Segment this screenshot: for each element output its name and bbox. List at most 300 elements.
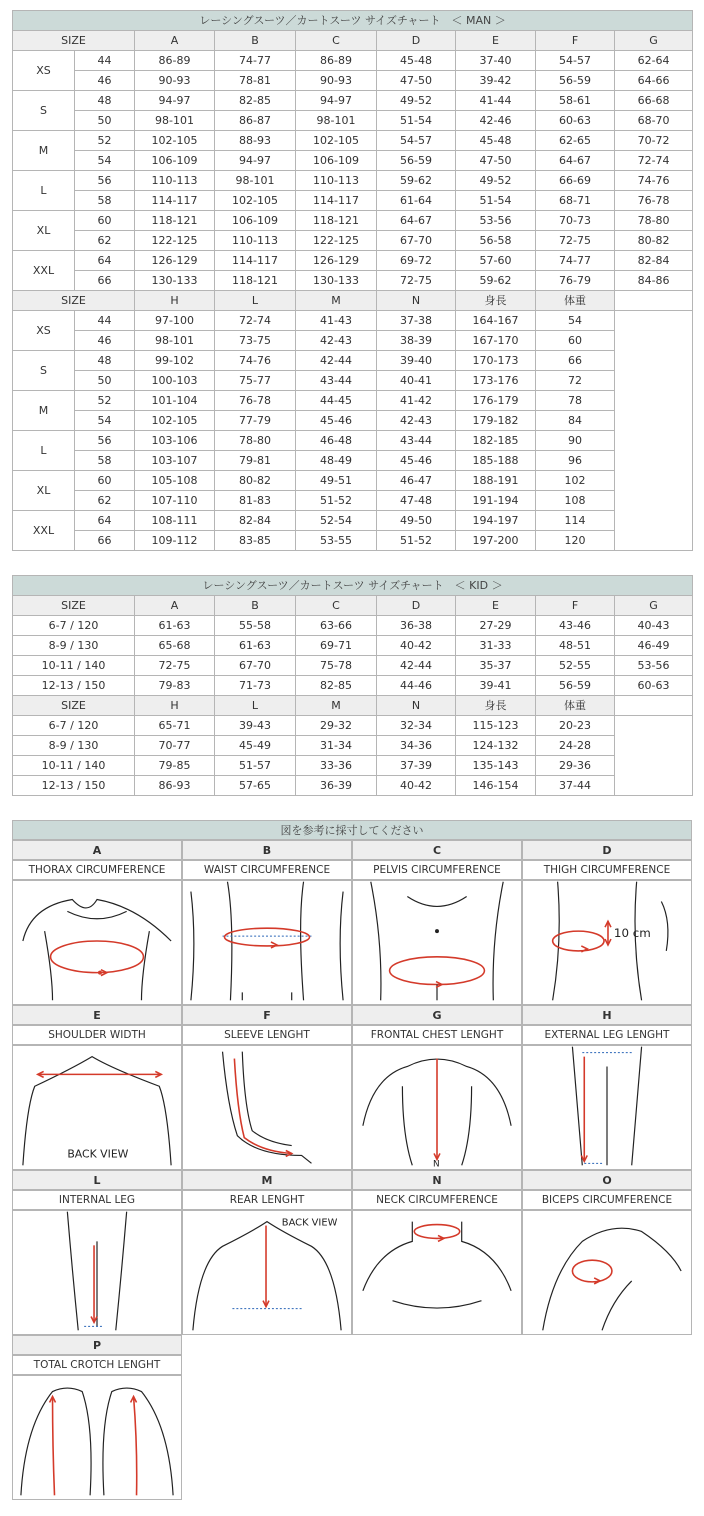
- table-cell: 29-32: [296, 716, 377, 736]
- table-row: [13, 71, 693, 91]
- table-cell: 115-123: [456, 716, 536, 736]
- table-cell: 33-36: [296, 756, 377, 776]
- table-cell: 185-188: [456, 451, 536, 471]
- measure-label: SLEEVE LENGHT: [182, 1025, 352, 1045]
- measure-label: SHOULDER WIDTH: [12, 1025, 182, 1045]
- table-cell: 63-66: [296, 616, 377, 636]
- column-header: 体重: [536, 291, 615, 311]
- table-cell: 75-77: [215, 371, 296, 391]
- table-cell: 75-78: [296, 656, 377, 676]
- measure-label: NECK CIRCUMFERENCE: [352, 1190, 522, 1210]
- table-cell: 42-43: [296, 331, 377, 351]
- table-cell: 10-11 / 140: [13, 756, 135, 776]
- table-row: [13, 431, 693, 451]
- table-cell: 39-42: [456, 71, 536, 91]
- table-cell: 53-56: [456, 211, 536, 231]
- table-cell: 79-85: [135, 756, 215, 776]
- table-cell: 61-64: [377, 191, 456, 211]
- table-cell: 102-105: [215, 191, 296, 211]
- table-row: [13, 491, 693, 511]
- measure-label: PELVIS CIRCUMFERENCE: [352, 860, 522, 880]
- table-cell: 82-85: [296, 676, 377, 696]
- table-cell: 27-29: [456, 616, 536, 636]
- table-cell: 98-101: [135, 111, 215, 131]
- table-cell: 114-117: [215, 251, 296, 271]
- table-cell: 8-9 / 130: [13, 636, 135, 656]
- table-cell: 103-107: [135, 451, 215, 471]
- table-cell: 66: [536, 351, 615, 371]
- table-cell: 8-9 / 130: [13, 736, 135, 756]
- table-cell: 101-104: [135, 391, 215, 411]
- column-header: C: [296, 31, 377, 51]
- measure-letter: G: [352, 1005, 522, 1025]
- table-cell: 102: [536, 471, 615, 491]
- column-header: SIZE: [13, 31, 135, 51]
- column-header: G: [615, 31, 693, 51]
- table-cell: 130-133: [296, 271, 377, 291]
- table-cell: 120: [536, 531, 615, 551]
- table-cell: 107-110: [135, 491, 215, 511]
- table-cell: 24-28: [536, 736, 615, 756]
- table-cell: 54-57: [377, 131, 456, 151]
- measure-label: BICEPS CIRCUMFERENCE: [522, 1190, 692, 1210]
- table-cell: 6-7 / 120: [13, 616, 135, 636]
- table-row: [13, 511, 693, 531]
- table-row: [13, 471, 693, 491]
- table-cell: 96: [536, 451, 615, 471]
- measure-letter: P: [12, 1335, 182, 1355]
- table-cell: 170-173: [456, 351, 536, 371]
- column-header: A: [135, 596, 215, 616]
- table-cell: 36-38: [377, 616, 456, 636]
- table-cell: 68-70: [615, 111, 693, 131]
- table-cell: 118-121: [296, 211, 377, 231]
- external-leg-length-icon: [522, 1045, 692, 1170]
- table-cell: 102-105: [296, 131, 377, 151]
- table-cell: 126-129: [296, 251, 377, 271]
- table-cell: 66: [75, 271, 135, 291]
- table-cell: 48-49: [296, 451, 377, 471]
- internal-leg-icon: [12, 1210, 182, 1335]
- table-cell: 72-75: [536, 231, 615, 251]
- table-cell: 72: [536, 371, 615, 391]
- table-cell: 35-37: [456, 656, 536, 676]
- table-cell: 56: [75, 431, 135, 451]
- table-cell: 86-89: [296, 51, 377, 71]
- header-row: [13, 291, 693, 311]
- table-row: [13, 616, 693, 636]
- table-cell: 90-93: [135, 71, 215, 91]
- table-cell: 122-125: [135, 231, 215, 251]
- table-cell: 46-48: [296, 431, 377, 451]
- table-cell: 130-133: [135, 271, 215, 291]
- table-cell: 57-65: [215, 776, 296, 796]
- table-cell: 54: [75, 411, 135, 431]
- table-cell: 82-84: [615, 251, 693, 271]
- table-row: [13, 656, 693, 676]
- table-cell: 49-50: [377, 511, 456, 531]
- table-cell: 110-113: [135, 171, 215, 191]
- table-cell: 49-52: [377, 91, 456, 111]
- column-header: SIZE: [13, 291, 135, 311]
- table-cell: 99-102: [135, 351, 215, 371]
- table-cell: 46-49: [615, 636, 693, 656]
- table-row: [13, 311, 693, 331]
- table-cell: 70-73: [536, 211, 615, 231]
- table-cell: 56: [75, 171, 135, 191]
- man-size-chart: [12, 10, 693, 551]
- table-cell: 86-89: [135, 51, 215, 71]
- empty-cell: [615, 716, 693, 796]
- table-cell: 62: [75, 491, 135, 511]
- table-cell: 62: [75, 231, 135, 251]
- measure-label: FRONTAL CHEST LENGHT: [352, 1025, 522, 1045]
- table-row: [13, 716, 693, 736]
- table-cell: 60-63: [615, 676, 693, 696]
- chart-title-row: [13, 576, 693, 596]
- measure-letter: O: [522, 1170, 692, 1190]
- table-cell: 43-44: [377, 431, 456, 451]
- table-cell: 47-50: [456, 151, 536, 171]
- table-cell: 66: [75, 531, 135, 551]
- table-cell: 20-23: [536, 716, 615, 736]
- table-cell: 49-52: [456, 171, 536, 191]
- table-cell: 74-76: [615, 171, 693, 191]
- table-cell: 78-81: [215, 71, 296, 91]
- table-row: [13, 51, 693, 71]
- table-cell: 42-43: [377, 411, 456, 431]
- table-cell: 45-48: [456, 131, 536, 151]
- table-row: [13, 531, 693, 551]
- table-cell: 88-93: [215, 131, 296, 151]
- table-cell: 45-49: [215, 736, 296, 756]
- table-cell: 56-59: [536, 676, 615, 696]
- table-cell: 103-106: [135, 431, 215, 451]
- table-cell: 36-39: [296, 776, 377, 796]
- reference-title: 図を参考に採寸してください: [12, 820, 692, 840]
- table-cell: 47-50: [377, 71, 456, 91]
- table-cell: 78-80: [615, 211, 693, 231]
- total-crotch-length-icon: [12, 1375, 182, 1500]
- measure-letter: N: [352, 1170, 522, 1190]
- table-cell: 114-117: [296, 191, 377, 211]
- table-cell: 55-58: [215, 616, 296, 636]
- size-label: XXL: [13, 511, 75, 551]
- table-cell: 80-82: [215, 471, 296, 491]
- table-cell: 54-57: [536, 51, 615, 71]
- table-cell: 66-69: [536, 171, 615, 191]
- table-cell: 109-112: [135, 531, 215, 551]
- table-cell: 60: [536, 331, 615, 351]
- table-cell: 77-79: [215, 411, 296, 431]
- table-cell: 84: [536, 411, 615, 431]
- table-cell: 69-72: [377, 251, 456, 271]
- svg-text:BACK VIEW: BACK VIEW: [67, 1147, 129, 1161]
- header-row: [13, 696, 693, 716]
- table-cell: 67-70: [377, 231, 456, 251]
- table-row: [13, 776, 693, 796]
- table-cell: 41-43: [296, 311, 377, 331]
- table-row: [13, 676, 693, 696]
- table-cell: 90-93: [296, 71, 377, 91]
- column-header: D: [377, 31, 456, 51]
- table-cell: 39-41: [456, 676, 536, 696]
- table-cell: 106-109: [296, 151, 377, 171]
- column-header: N: [377, 696, 456, 716]
- table-cell: 84-86: [615, 271, 693, 291]
- table-cell: 59-62: [456, 271, 536, 291]
- size-label: L: [13, 431, 75, 471]
- column-header: 身長: [456, 696, 536, 716]
- table-cell: 68-71: [536, 191, 615, 211]
- table-cell: 179-182: [456, 411, 536, 431]
- header-row: [13, 596, 693, 616]
- rear-length-icon: [182, 1210, 352, 1335]
- table-cell: 76-79: [536, 271, 615, 291]
- table-cell: 40-42: [377, 776, 456, 796]
- table-cell: 81-83: [215, 491, 296, 511]
- table-cell: 124-132: [456, 736, 536, 756]
- table-cell: 83-85: [215, 531, 296, 551]
- table-cell: 82-85: [215, 91, 296, 111]
- table-cell: 74-77: [536, 251, 615, 271]
- kid-size-chart: [12, 575, 693, 796]
- table-cell: 46: [75, 331, 135, 351]
- table-cell: 118-121: [215, 271, 296, 291]
- measure-label: THORAX CIRCUMFERENCE: [12, 860, 182, 880]
- table-cell: 72-75: [377, 271, 456, 291]
- table-cell: 164-167: [456, 311, 536, 331]
- column-header: D: [377, 596, 456, 616]
- table-cell: 105-108: [135, 471, 215, 491]
- table-cell: 42-44: [377, 656, 456, 676]
- table-cell: 10-11 / 140: [13, 656, 135, 676]
- column-header: E: [456, 31, 536, 51]
- table-cell: 57-60: [456, 251, 536, 271]
- table-cell: 46: [75, 71, 135, 91]
- column-header: A: [135, 31, 215, 51]
- table-row: [13, 251, 693, 271]
- table-cell: 6-7 / 120: [13, 716, 135, 736]
- table-cell: 79-83: [135, 676, 215, 696]
- measure-label: THIGH CIRCUMFERENCE: [522, 860, 692, 880]
- table-cell: 67-70: [215, 656, 296, 676]
- measure-letter: A: [12, 840, 182, 860]
- table-cell: 118-121: [135, 211, 215, 231]
- table-cell: 39-40: [377, 351, 456, 371]
- thigh-circumference-icon: [522, 880, 692, 1005]
- measure-letter: B: [182, 840, 352, 860]
- table-cell: 58: [75, 191, 135, 211]
- table-cell: 52: [75, 131, 135, 151]
- table-cell: 51-52: [296, 491, 377, 511]
- column-header: B: [215, 596, 296, 616]
- table-cell: 41-44: [456, 91, 536, 111]
- table-cell: 76-78: [215, 391, 296, 411]
- table-cell: 12-13 / 150: [13, 776, 135, 796]
- column-header: 身長: [456, 291, 536, 311]
- empty-cell: [615, 696, 693, 716]
- table-cell: 74-76: [215, 351, 296, 371]
- column-header: F: [536, 31, 615, 51]
- table-cell: 126-129: [135, 251, 215, 271]
- table-cell: 34-36: [377, 736, 456, 756]
- table-cell: 86-93: [135, 776, 215, 796]
- table-row: [13, 351, 693, 371]
- table-cell: 31-33: [456, 636, 536, 656]
- table-cell: 59-62: [377, 171, 456, 191]
- table-cell: 37-38: [377, 311, 456, 331]
- column-header: N: [377, 291, 456, 311]
- table-row: [13, 171, 693, 191]
- table-cell: 182-185: [456, 431, 536, 451]
- neck-circumference-icon: [352, 1210, 522, 1335]
- table-row: [13, 636, 693, 656]
- table-row: [13, 736, 693, 756]
- size-label: M: [13, 131, 75, 171]
- column-header: H: [135, 696, 215, 716]
- table-cell: 94-97: [296, 91, 377, 111]
- size-label: S: [13, 351, 75, 391]
- pelvis-circumference-icon: [352, 880, 522, 1005]
- frontal-chest-length-icon: [352, 1045, 522, 1170]
- table-cell: 53-56: [615, 656, 693, 676]
- table-cell: 108: [536, 491, 615, 511]
- column-header: H: [135, 291, 215, 311]
- column-header: M: [296, 696, 377, 716]
- header-row: [13, 31, 693, 51]
- measure-letter: H: [522, 1005, 692, 1025]
- table-cell: 32-34: [377, 716, 456, 736]
- empty-cell: [615, 311, 693, 551]
- svg-text:10 cm: 10 cm: [613, 926, 651, 941]
- measure-letter: C: [352, 840, 522, 860]
- measurement-reference: [12, 820, 692, 1500]
- table-cell: 78-80: [215, 431, 296, 451]
- table-row: [13, 451, 693, 471]
- table-cell: 110-113: [215, 231, 296, 251]
- table-cell: 65-71: [135, 716, 215, 736]
- table-cell: 94-97: [135, 91, 215, 111]
- table-cell: 37-44: [536, 776, 615, 796]
- table-cell: 74-77: [215, 51, 296, 71]
- sleeve-length-icon: [182, 1045, 352, 1170]
- table-cell: 102-105: [135, 131, 215, 151]
- empty-cell: [615, 291, 693, 311]
- table-cell: 56-58: [456, 231, 536, 251]
- table-cell: 43-46: [536, 616, 615, 636]
- table-row: [13, 756, 693, 776]
- table-cell: 82-84: [215, 511, 296, 531]
- table-cell: 64-67: [377, 211, 456, 231]
- table-cell: 44-46: [377, 676, 456, 696]
- table-cell: 79-81: [215, 451, 296, 471]
- table-cell: 98-101: [215, 171, 296, 191]
- table-cell: 66-68: [615, 91, 693, 111]
- column-header: L: [215, 291, 296, 311]
- table-row: [13, 191, 693, 211]
- table-cell: 64: [75, 251, 135, 271]
- table-cell: 69-71: [296, 636, 377, 656]
- table-cell: 47-48: [377, 491, 456, 511]
- table-row: [13, 111, 693, 131]
- table-cell: 51-57: [215, 756, 296, 776]
- table-cell: 44: [75, 311, 135, 331]
- column-header: G: [615, 596, 693, 616]
- table-cell: 188-191: [456, 471, 536, 491]
- table-cell: 40-43: [615, 616, 693, 636]
- table-cell: 37-40: [456, 51, 536, 71]
- table-cell: 72-74: [215, 311, 296, 331]
- table-cell: 173-176: [456, 371, 536, 391]
- table-row: [13, 231, 693, 251]
- table-cell: 64-66: [615, 71, 693, 91]
- measure-letter: F: [182, 1005, 352, 1025]
- table-cell: 48: [75, 351, 135, 371]
- table-cell: 72-75: [135, 656, 215, 676]
- table-cell: 45-46: [377, 451, 456, 471]
- table-cell: 48: [75, 91, 135, 111]
- table-cell: 122-125: [296, 231, 377, 251]
- table-row: [13, 131, 693, 151]
- table-cell: 90: [536, 431, 615, 451]
- table-cell: 52: [75, 391, 135, 411]
- table-cell: 40-41: [377, 371, 456, 391]
- measure-letter: M: [182, 1170, 352, 1190]
- table-cell: 100-103: [135, 371, 215, 391]
- table-row: [13, 91, 693, 111]
- table-cell: 106-109: [135, 151, 215, 171]
- column-header: B: [215, 31, 296, 51]
- measure-letter: E: [12, 1005, 182, 1025]
- svg-text:BACK VIEW: BACK VIEW: [281, 1217, 338, 1229]
- table-cell: 56-59: [536, 71, 615, 91]
- table-cell: 70-77: [135, 736, 215, 756]
- table-cell: 98-101: [135, 331, 215, 351]
- table-cell: 42-46: [456, 111, 536, 131]
- table-cell: 114: [536, 511, 615, 531]
- table-cell: 52-55: [536, 656, 615, 676]
- table-cell: 54: [536, 311, 615, 331]
- table-cell: 60-63: [536, 111, 615, 131]
- table-cell: 51-54: [377, 111, 456, 131]
- size-label: XXL: [13, 251, 75, 291]
- table-cell: 135-143: [456, 756, 536, 776]
- table-cell: 50: [75, 371, 135, 391]
- size-label: XL: [13, 471, 75, 511]
- table-cell: 65-68: [135, 636, 215, 656]
- table-row: [13, 151, 693, 171]
- size-label: S: [13, 91, 75, 131]
- table-cell: 108-111: [135, 511, 215, 531]
- table-cell: 110-113: [296, 171, 377, 191]
- table-cell: 61-63: [135, 616, 215, 636]
- table-cell: 31-34: [296, 736, 377, 756]
- waist-circumference-icon: [182, 880, 352, 1005]
- table-cell: 53-55: [296, 531, 377, 551]
- table-row: [13, 371, 693, 391]
- measure-letter: D: [522, 840, 692, 860]
- column-header: L: [215, 696, 296, 716]
- table-cell: 45-46: [296, 411, 377, 431]
- table-row: [13, 411, 693, 431]
- table-cell: 42-44: [296, 351, 377, 371]
- measure-label: TOTAL CROTCH LENGHT: [12, 1355, 182, 1375]
- size-label: M: [13, 391, 75, 431]
- table-cell: 58-61: [536, 91, 615, 111]
- table-cell: 78: [536, 391, 615, 411]
- size-label: XL: [13, 211, 75, 251]
